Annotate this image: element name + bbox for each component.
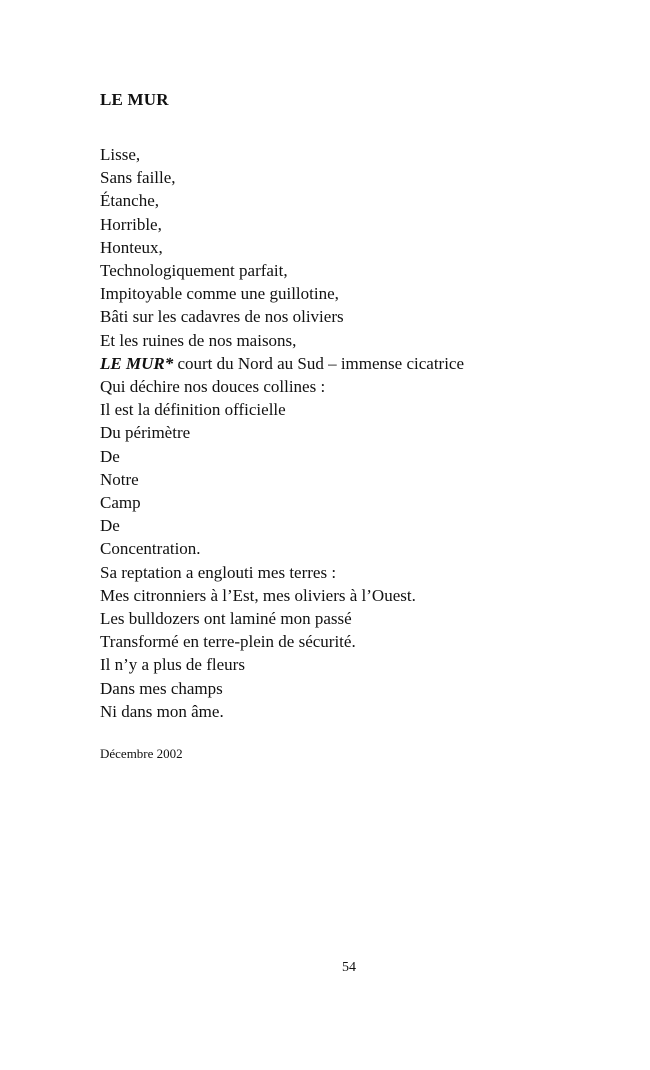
- poem-line: Horrible,: [100, 214, 162, 234]
- poem-line-rest: court du Nord au Sud – immense cicatrice: [173, 353, 465, 373]
- poem-line: Du périmètre: [100, 423, 191, 443]
- poem-line: Camp: [100, 493, 141, 513]
- poem-line: Les bulldozers ont laminé mon passé: [100, 609, 352, 629]
- poem-line: Sa reptation a englouti mes terres :: [100, 562, 337, 582]
- poem-body: [100, 143, 464, 723]
- poem-line: Qui déchire nos douces collines :: [100, 377, 326, 397]
- poem-line: Sans faille,: [100, 168, 176, 188]
- poem-line: De: [100, 516, 120, 536]
- poem-line: Honteux,: [100, 237, 163, 257]
- poem-title: LE MUR: [100, 90, 169, 109]
- poem-line: [100, 352, 464, 375]
- poem-line: Lisse,: [100, 145, 141, 164]
- poem-line: Dans mes champs: [100, 678, 223, 698]
- poem-line: Étanche,: [100, 191, 159, 211]
- poem-date: Décembre 2002: [100, 746, 183, 761]
- poem-line: De: [100, 446, 120, 466]
- poem-line: Transformé en terre-plein de sécurité.: [100, 632, 356, 652]
- poem-line: Mes citronniers à l’Est, mes oliviers à l’Ouest.: [100, 585, 416, 605]
- poem-line: Il est la définition officielle: [100, 400, 286, 420]
- page-number: 54: [342, 960, 356, 975]
- poem-line: Et les ruines de nos maisons,: [100, 330, 297, 350]
- poem-line: Bâti sur les cadavres de nos oliviers: [100, 307, 344, 327]
- poem-line: Notre: [100, 469, 139, 489]
- poem-line: Il n’y a plus de fleurs: [100, 655, 245, 675]
- poem-line: Ni dans mon âme.: [100, 701, 224, 721]
- poem-line: Concentration.: [100, 539, 201, 559]
- poem-line: Technologiquement parfait,: [100, 261, 288, 281]
- poem-line: Impitoyable comme une guillotine,: [100, 284, 339, 304]
- poem-emphasis: LE MUR*: [100, 353, 174, 373]
